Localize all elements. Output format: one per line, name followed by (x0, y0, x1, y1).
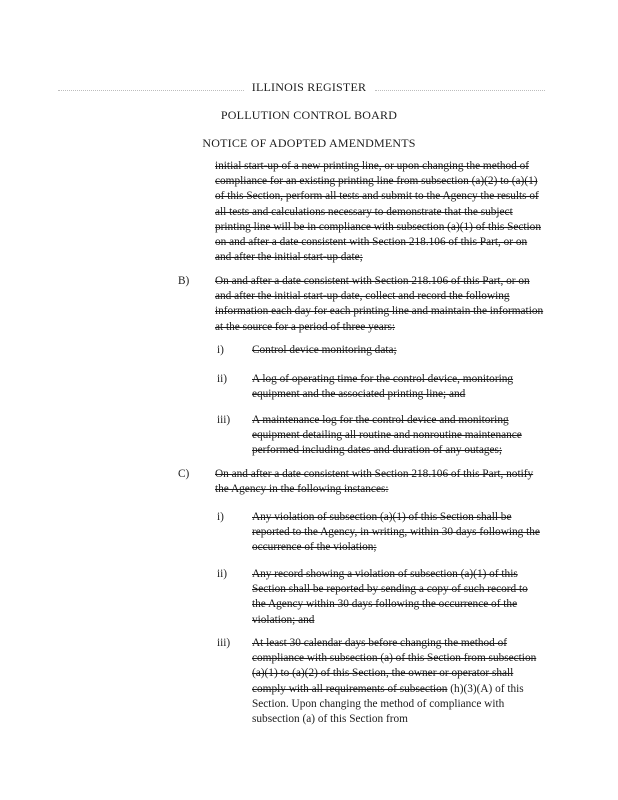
item-b-marker: B) (178, 275, 190, 287)
item-c-ii-marker: ii) (217, 568, 228, 580)
item-b-ii-marker: ii) (217, 373, 228, 385)
continuation-paragraph: initial start-up of a new printing line, or upon changing the method of compliance for an existing printing line from subsection (a)(2) to (a)(1) of this Section, perform all tests and submit to the Agency the results of all tests and calculations necessary to demonstrate that the subject printing line will be in compliance with subsection (a)(1) of this Section on and after a date consistent with Section 218.106 of this Part, or on and after the initial start-up date; (215, 160, 541, 264)
item-c-i-marker: i) (217, 511, 224, 523)
item-c-iii-plain-text: (h)(3)(A) of this Section. Upon changing the method of compliance with subsection (a) of this Section from (252, 682, 524, 726)
board-title: POLLUTION CONTROL BOARD (220, 108, 398, 122)
item-c-ii-text: Any record showing a violation of subsection (a)(1) of this Section shall be reported by sending a copy of such record to the Agency within 30 days following the occurrence of the violation; and (252, 568, 528, 626)
register-title: ILLINOIS REGISTER (251, 80, 367, 94)
item-c-iii-text (252, 636, 544, 727)
item-b-text: On and after a date consistent with Section 218.106 of this Part, or on and after the initial start-up date, collect and record the following information each day for each printing line and maintain the information at the source for a period of three years: (215, 275, 544, 333)
item-c-marker: C) (178, 468, 190, 480)
item-b-iii-marker: iii) (217, 414, 231, 426)
item-b-i-marker: i) (217, 344, 224, 356)
item-b-i-text: Control device monitoring data; (252, 344, 397, 356)
item-c-iii-marker: iii) (217, 637, 231, 649)
item-c-text: On and after a date consistent with Section 218.106 of this Part, notify the Agency in the following instances: (215, 468, 534, 496)
item-b-iii-text: A maintenance log for the control device and monitoring equipment detailing all routine and nonroutine maintenance performed including dates and duration of any outages; (252, 414, 522, 457)
item-c-i-text: Any violation of subsection (a)(1) of this Section shall be reported to the Agency, in writing, within 30 days following the occurrence of the violation; (252, 511, 540, 554)
item-c-iii-struck-text: At least 30 calendar days before changing the method of compliance with subsection (a) of this Section from subsection (a)(1) to (a)(2) of this Section, the owner or operator shall comply with all requirements of subsection (252, 637, 537, 695)
notice-title: NOTICE OF ADOPTED AMENDMENTS (202, 136, 416, 150)
item-b-ii-text: A log of operating time for the control device, monitoring equipment and the associated printing line; and (252, 373, 514, 401)
